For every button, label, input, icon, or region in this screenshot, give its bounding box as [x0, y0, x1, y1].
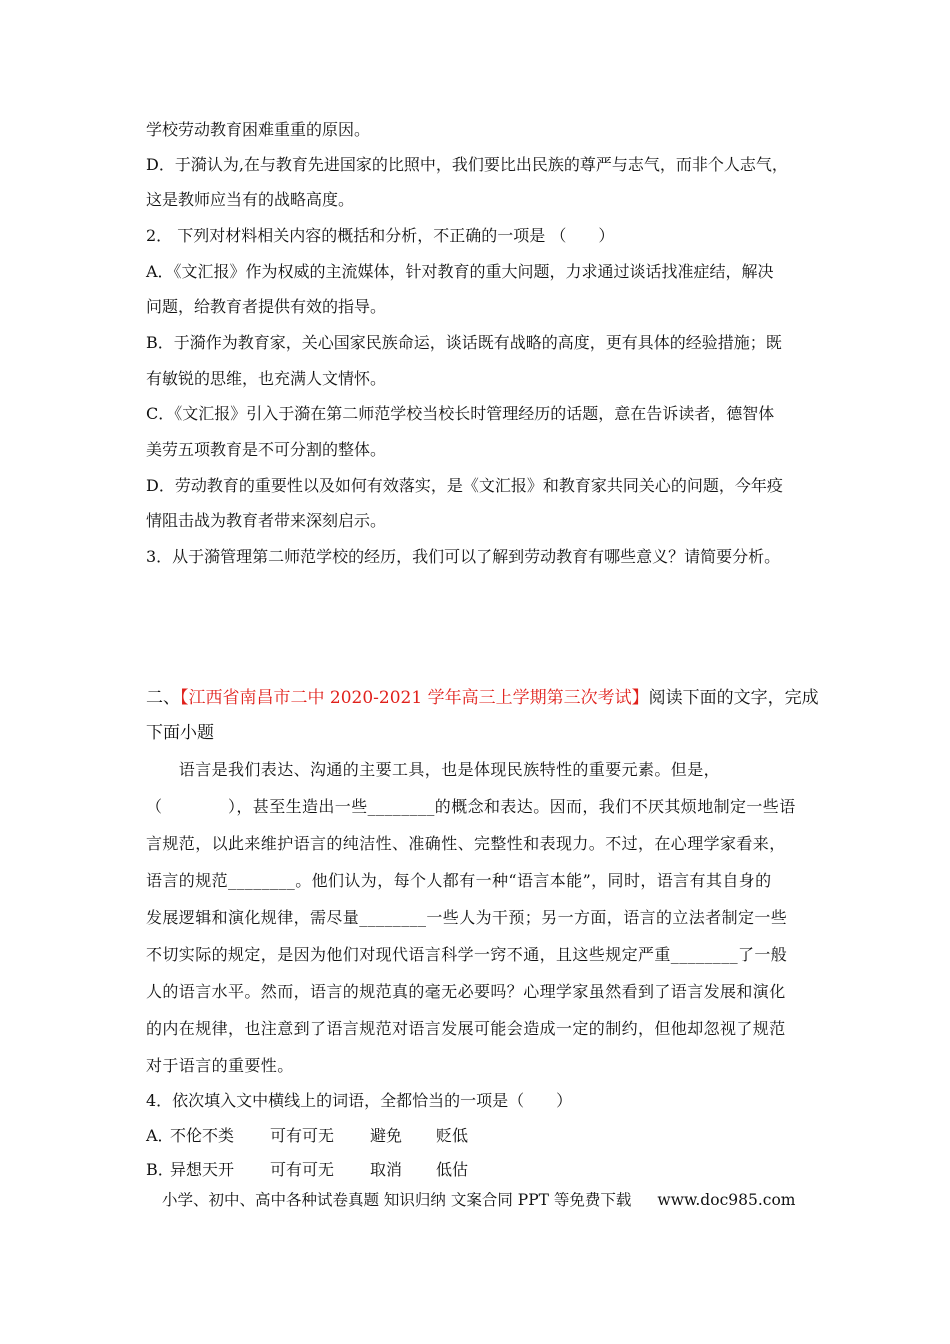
option-b-q4	[146, 1160, 468, 1180]
passage-line: 的内在规律，也注意到了语言规范对语言发展可能会造成一定的制约，但他却忽视了规范	[146, 1019, 786, 1038]
option-b-q2: B．于漪作为教育家，关心国家民族命运，谈话既有战略的高度，更有具体的经验措施；既	[146, 333, 782, 352]
option-a-q2: A．《文汇报》作为权威的主流媒体，针对教育的重大问题，力求通过谈话找准症结，解决	[146, 262, 774, 281]
question-3: 3．从于漪管理第二师范学校的经历，我们可以了解到劳动教育有哪些意义？请简要分析。	[146, 547, 781, 566]
text-line: 情阻击战为教育者带来深刻启示。	[146, 511, 387, 530]
option-a-q4	[146, 1126, 468, 1146]
passage-line: 人的语言水平。然而，语言的规范真的毫无必要吗？心理学家虽然看到了语言发展和演化	[146, 982, 786, 1001]
passage-line: 言规范，以此来维护语言的纯洁性、准确性、完整性和表现力。不过，在心理学家看来，	[146, 834, 786, 853]
section-source: 【江西省南昌市二中 2020-2021 学年高三上学期第三次考试】	[180, 688, 649, 708]
passage-line: 不切实际的规定，是因为他们对现代语言科学一窍不通，且这些规定严重________了一般	[146, 945, 788, 964]
option-word: 可有可无	[270, 1126, 335, 1145]
text-line: 美劳五项教育是不可分割的整体。	[146, 440, 387, 459]
option-label: A．	[146, 1126, 174, 1145]
passage-line: 对于语言的重要性。	[146, 1056, 294, 1075]
text-line: 有敏锐的思维，也充满人文情怀。	[146, 369, 387, 388]
footer-url[interactable]: www.doc985.com	[657, 1191, 796, 1209]
footer-text: 小学、初中、高中各种试卷真题 知识归纳 文案合同 PPT 等免费下载	[162, 1191, 632, 1209]
passage-line: 发展逻辑和演化规律，需尽量________一些人为干预；另一方面，语言的立法者制定一些	[146, 908, 788, 927]
option-word: 异想天开	[170, 1160, 235, 1179]
section-heading-line2: 下面小题	[146, 723, 214, 743]
option-d-q1: D．于漪认为,在与教育先进国家的比照中，我们要比出民族的尊严与志气，而非个人志气，	[146, 155, 788, 174]
question-4: 4．依次填入文中横线上的词语，全都恰当的一项是（ ）	[146, 1091, 573, 1110]
text-line: 这是教师应当有的战略高度。	[146, 190, 355, 209]
option-word: 不伦不类	[170, 1126, 235, 1145]
option-d-q2: D．劳动教育的重要性以及如何有效落实，是《文汇报》和教育家共同关心的问题，今年疫	[146, 476, 783, 495]
option-label: B．	[146, 1160, 174, 1179]
question-2: 2． 下列对材料相关内容的概括和分析，不正确的一项是 （ ）	[146, 226, 615, 245]
page-footer	[162, 1190, 795, 1210]
option-word: 可有可无	[270, 1160, 335, 1179]
option-word: 贬低	[436, 1126, 469, 1145]
section-heading	[146, 688, 819, 708]
text-line: 学校劳动教育困难重重的原因。	[146, 120, 371, 139]
option-word: 取消	[370, 1160, 403, 1179]
option-word: 避免	[370, 1126, 403, 1145]
option-c-q2: C．《文汇报》引入于漪在第二师范学校当校长时管理经历的话题，意在告诉读者，德智体	[146, 404, 775, 423]
passage-line: （ ），甚至生造出一些________的概念和表达。因而，我们不厌其烦地制定一些语	[146, 797, 796, 816]
passage-line: 语言是我们表达、沟通的主要工具，也是体现民族特性的重要元素。但是，	[146, 760, 721, 779]
section-number: 二、	[146, 688, 180, 708]
section-instruction: 阅读下面的文字，完成	[648, 688, 819, 708]
text-line: 问题，给教育者提供有效的指导。	[146, 297, 387, 316]
option-word: 低估	[436, 1160, 469, 1179]
passage-line: 语言的规范________。他们认为，每个人都有一种“语言本能”，同时，语言有其自身的	[146, 871, 772, 890]
